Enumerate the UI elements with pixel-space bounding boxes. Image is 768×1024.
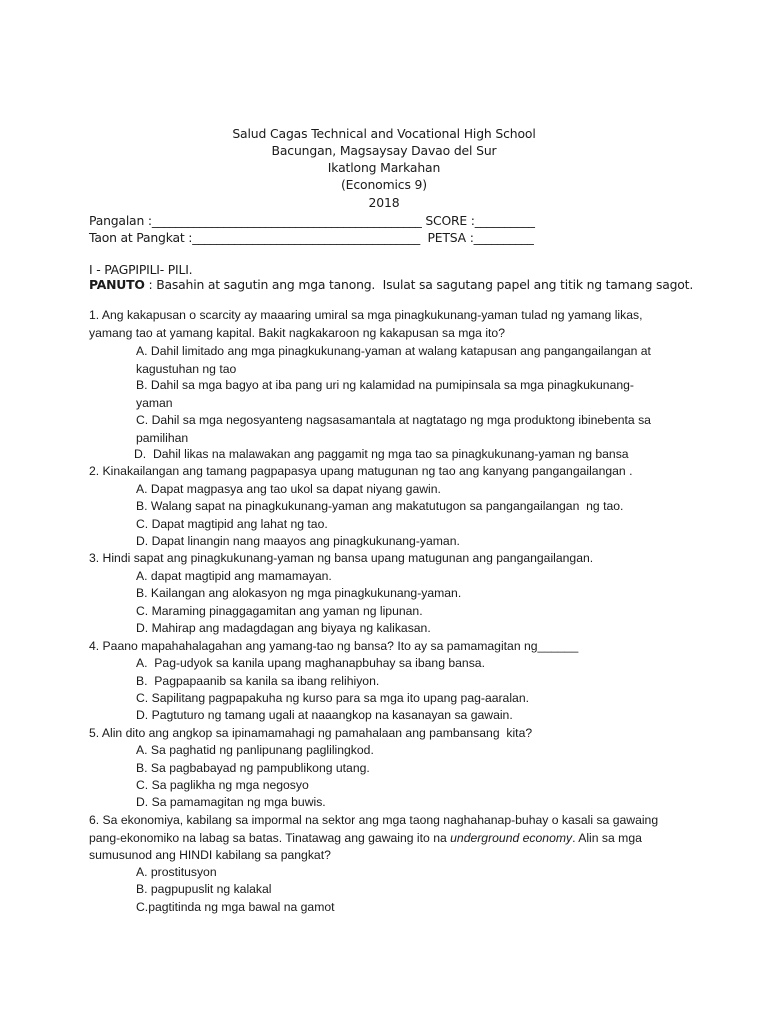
q6-text-start: 6. Sa ekonomiya, kabilang sa impormal na sektor ang mga taong naghahanap-buhay o kasali sa gawaing pang-ekonomiko na labag sa batas. Tinatawag ang gawaing ito na xyxy=(89,813,659,845)
q2-choice-c: C. Dapat magtipid ang lahat ng tao. xyxy=(136,517,328,531)
q4-choice-a: A. Pag-udyok sa kanila upang maghanapbuhay sa ibang bansa. xyxy=(136,656,485,670)
year-label: 2018 xyxy=(368,195,400,210)
section-title: I - PAGPIPILI- PILI. xyxy=(89,262,193,277)
q6-text-emphasis: underground economy xyxy=(450,830,573,845)
question-1: 1. Ang kakapusan o scarcity ay maaaring umiral sa mga pinagkukunang-yaman tulad ng yamang likas, yamang tao at yamang kapital. Bakit nagkakaroon ng kakapusan sa mga ito? xyxy=(89,308,643,340)
school-name: Salud Cagas Technical and Vocational High School xyxy=(232,126,536,141)
panuto-instruction xyxy=(89,276,693,293)
q5-choice-d: D. Sa pamamagitan ng mga buwis. xyxy=(136,795,326,809)
q3-choice-d: D. Mahirap ang madagdagan ang biyaya ng kalikasan. xyxy=(136,621,431,635)
question-2: 2. Kinakailangan ang tamang pagpapasya upang matugunan ng tao ang kanyang pangangailangan . xyxy=(89,464,633,478)
q1-choice-c: C. Dahil sa mga negosyanteng nagsasamantala at nagtatago ng mga produktong ibinebenta sa pamilihan xyxy=(136,413,651,445)
question-6 xyxy=(89,812,664,865)
q6-choice-a: A. prostitusyon xyxy=(136,865,217,879)
taon-petsa-line: Taon at Pangkat :______________________________________ PETSA :__________ xyxy=(89,230,534,245)
q6-text-end: . Alin sa mga sumusunod ang HINDI kabilang sa pangkat? xyxy=(89,830,642,862)
q1-choice-a: A. Dahil limitado ang mga pinagkukunang-yaman at walang katapusan ang pangangailangan at kagustuhan ng tao xyxy=(136,344,651,376)
quarter-label: Ikatlong Markahan xyxy=(327,160,441,175)
q6-choice-b: B. pagpupuslit ng kalakal xyxy=(136,882,272,896)
q2-choice-a: A. Dapat magpasya ang tao ukol sa dapat niyang gawin. xyxy=(136,482,441,496)
q4-choice-b: B. Pagpapaanib sa kanila sa ibang relihiyon. xyxy=(136,674,380,688)
question-3: 3. Hindi sapat ang pinagkukunang-yaman ng bansa upang matugunan ang pangangailangan. xyxy=(89,551,594,565)
q4-choice-d: D. Pagtuturo ng tamang ugali at naaangkop na kasanayan sa gawain. xyxy=(136,708,513,722)
school-address: Bacungan, Magsaysay Davao del Sur xyxy=(271,143,497,158)
question-5: 5. Alin dito ang angkop sa ipinamamahagi ng pamahalaan ang pambansang kita? xyxy=(89,726,533,740)
q3-choice-a: A. dapat magtipid ang mamamayan. xyxy=(136,569,332,583)
panuto-label: PANUTO xyxy=(89,277,145,292)
panuto-text: : Basahin at sagutin ang mga tanong. Isulat sa sagutang papel ang titik ng tamang sagot. xyxy=(144,277,694,292)
q5-choice-c: C. Sa paglikha ng mga negosyo xyxy=(136,778,309,792)
q3-choice-c: C. Maraming pinaggagamitan ang yaman ng lipunan. xyxy=(136,604,423,618)
q2-choice-d: D. Dapat linangin nang maayos ang pinagkukunang-yaman. xyxy=(136,534,460,548)
q1-choice-b: B. Dahil sa mga bagyo at iba pang uri ng kalamidad na pumipinsala sa mga pinagkukunang-yaman xyxy=(136,378,634,410)
subject-label: (Economics 9) xyxy=(341,177,427,192)
question-4: 4. Paano mapahahalagahan ang yamang-tao ng bansa? Ito ay sa pamamagitan ng______ xyxy=(89,639,579,653)
q3-choice-b: B. Kailangan ang alokasyon ng mga pinagkukunang-yaman. xyxy=(136,586,462,600)
pangalan-score-line: Pangalan :_____________________________________________ SCORE :__________ xyxy=(89,213,535,228)
q4-choice-c: C. Sapilitang pagpapakuha ng kurso para sa mga ito upang pag-aaralan. xyxy=(136,691,529,705)
q5-choice-b: B. Sa pagbabayad ng pampublikong utang. xyxy=(136,761,370,775)
q2-choice-b: B. Walang sapat na pinagkukunang-yaman ang makatutugon sa pangangailangan ng tao. xyxy=(136,499,624,513)
q5-choice-a: A. Sa paghatid ng panlipunang paglilingkod. xyxy=(136,743,374,757)
q1-choice-d: D. Dahil likas na malawakan ang paggamit ng mga tao sa pinagkukunang-yaman ng bansa xyxy=(134,447,629,461)
q6-choice-c: C.pagtitinda ng mga bawal na gamot xyxy=(136,900,335,914)
